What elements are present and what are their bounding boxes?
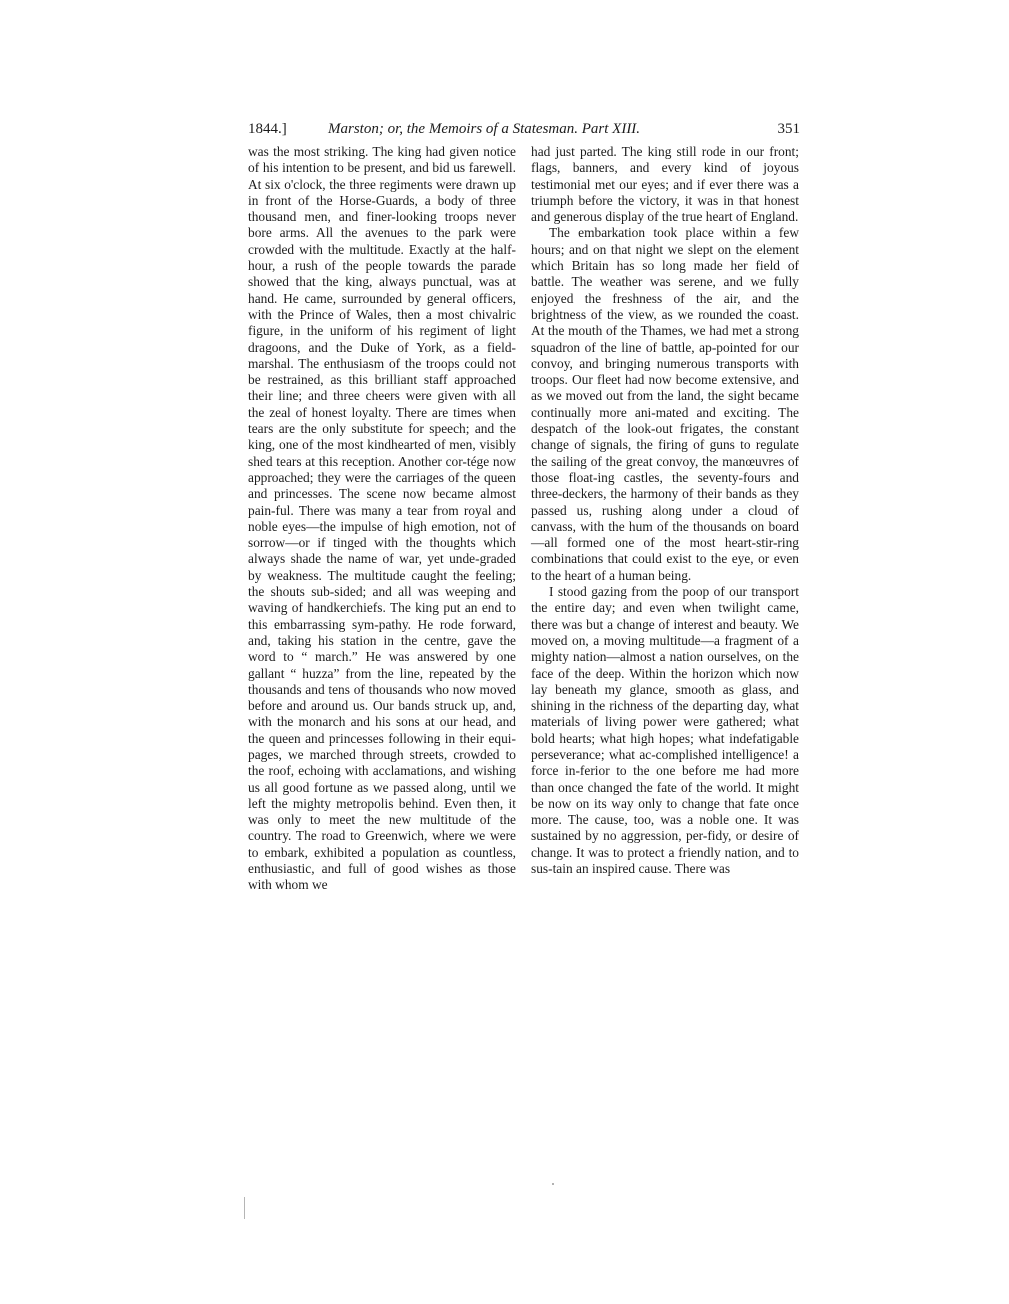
page-number: 351	[777, 121, 800, 137]
left-paragraph-1: was the most striking. The king had given notice of his intention to be present, and bid us farewell. At six o'clock, the three regiments were drawn up in front of the Horse-Guards, a body of three thousand men, and finer-looking troops never bore arms. All the avenues to the park were crowded with the multitude. Exactly at the half-hour, a rush of the people towards the parade showed that the king, always punctual, was at hand. He came, surrounded by general officers, with the Prince of Wales, then a most chivalric figure, in the uniform of his regiment of light dragoons, and the Duke of York, as a field-marshal. The enthusiasm of the troops could not be restrained, as this brilliant staff approached their line; and three cheers were given with all the zeal of honest loyalty. There are times when tears are the only substitute for speech; and the king, one of the most kindhearted of men, visibly shed tears at this reception. Another cor-tége now approached; they were the carriages of the queen and princesses. The scene now became almost pain-ful. There was many a tear from royal and noble eyes—the impulse of high emotion, not of sorrow—or if tinged with the thoughts which always shade the name of war, yet unde-graded by weakness. The multitude caught the feeling; the shouts sub-sided; and all was weeping and waving of handkerchiefs. The king put an end to this embarrassing sym-pathy. He rode forward, and, taking his station in the centre, gave the word to “ march.” He was answered by one gallant “ huzza” from the line, repeated by the thousands and tens of thousands who now moved before and around us. Our bands struck up, and, with the monarch and his sons at our head, and the queen and princesses following in their equi-pages, we marched through streets, crowded to the roof, echoing with acclamations, and wishing us all good fortune as we passed along, until we left the mighty metropolis behind. Even then, it was only to meet the new multitude of the country. The road to Greenwich, where we were to embark, exhibited a population as countless, enthusiastic, and full of good wishes as those with whom we	[248, 144, 516, 893]
right-paragraph-3: I stood gazing from the poop of our transport the entire day; and even when twilight came, there was but a change of interest and beauty. We moved on, a moving multitude—a fragment of a mighty nation—almost a nation ourselves, on the face of the deep. Within the horizon which now lay beneath my glance, smooth as glass, and shining in the richness of the departing day, what materials of living power were gathered; what bold hearts; what high hopes; what indefatigable perseverance; what ac-complished intelligence! a force in-ferior to the one before me had more than once changed the fate of the world. It might be now on its way only to change that fate once more. The cause, too, was a noble one. It was sustained by no aggression, per-fidy, or desire of change. It was to protect a friendly nation, and to sus-tain an inspired cause. There was	[531, 584, 799, 877]
scan-artifact-mark	[244, 1197, 245, 1219]
running-head-title: Marston; or, the Memoirs of a Statesman. Part XIII.	[328, 121, 641, 137]
running-head-year: 1844.]	[248, 121, 287, 137]
left-column	[248, 144, 516, 894]
running-head	[248, 118, 800, 140]
right-paragraph-2: The embarkation took place within a few hours; and on that night we slept on the element which Britain has so long made her field of battle. The weather was serene, and we fully enjoyed the freshness of the air, and the brightness of the view, as we rounded the coast. At the mouth of the Thames, we had met a strong squadron of the line of battle, ap-pointed for our convoy, and bringing numerous transports with troops. Our fleet had now become extensive, and as we moved out from the land, the sight became continually more ani-mated and exciting. The despatch of the look-out frigates, the constant change of signals, the firing of guns to regulate the sailing of the great convoy, the manœuvres of those float-ing castles, the seventy-fours and three-deckers, the harmony of their bands as they passed us, rushing along under a cloud of canvass, with the hum of the thousands on board—all formed one of the most heart-stir-ring combinations that could exist to the eye, or even to the heart of a human being.	[531, 225, 799, 583]
scan-artifact-dot	[552, 1183, 554, 1185]
right-column	[531, 144, 799, 877]
right-paragraph-1: had just parted. The king still rode in our front; flags, banners, and every kind of joyous testimonial met our eyes; and if ever there was a triumph before the victory, it was in that honest and generous display of the true heart of England.	[531, 144, 799, 225]
